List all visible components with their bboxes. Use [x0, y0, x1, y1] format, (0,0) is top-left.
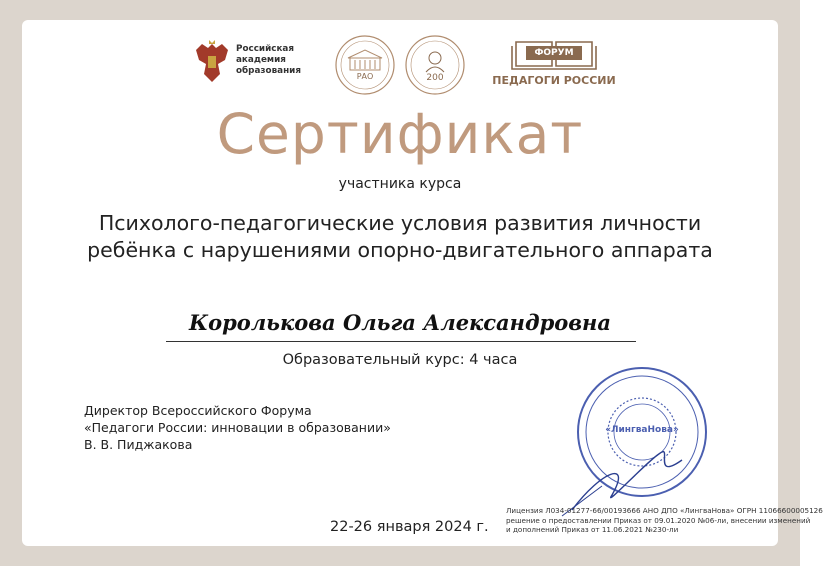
double-headed-eagle-icon: [192, 38, 232, 86]
organization-stamp: [542, 360, 742, 520]
building-seal-icon: [334, 34, 396, 96]
director-block: [84, 402, 391, 453]
course-title-line: ребёнка с нарушениями опорно-двигательного аппарата: [87, 238, 713, 262]
anniversary-label: 200: [426, 73, 444, 83]
license-block: [506, 506, 823, 535]
rao-text-line: Российская: [236, 44, 295, 54]
name-underline: [166, 341, 636, 342]
forum-logo: [484, 36, 624, 96]
logo-strip: [22, 34, 778, 104]
certificate-sheet: [22, 20, 823, 546]
rao-text-line: образования: [236, 66, 301, 76]
rao-seal: [334, 34, 396, 96]
anniversary-seal: [404, 34, 466, 96]
director-line: «Педагоги России: инновации в образовании»: [84, 420, 391, 435]
course-hours: Образовательный курс: 4 часа: [282, 352, 518, 368]
participant-name: Королькова Ольга Александровна: [189, 310, 611, 335]
license-line: и дополнений Приказ от 11.06.2021 №230-ли: [506, 525, 679, 535]
license-line: решение о предоставлении Приказ от 09.01.2020 №06-ли, внесении изменений: [506, 515, 811, 525]
round-stamp-icon: [542, 360, 742, 520]
rao-seal-label: РАО: [356, 72, 374, 81]
stamp-center-label: «ЛингваНова»: [605, 425, 679, 435]
certificate-title: Сертификат: [216, 102, 584, 166]
director-line: Директор Всероссийского Форума: [84, 403, 312, 418]
rao-text-line: академия: [236, 55, 286, 65]
rao-emblem: [192, 38, 342, 88]
license-line: Лицензия Л034-01277-66/00193666 АНО ДПО «ЛингваНова» ОГРН 11066600005126: [506, 506, 823, 515]
director-line: В. В. Пиджакова: [84, 437, 193, 452]
forum-badge: ФОРУМ: [534, 48, 574, 58]
portrait-seal-icon: [404, 34, 466, 96]
course-title: [62, 210, 738, 264]
course-title-line: Психолого-педагогические условия развития личности: [98, 211, 702, 235]
certificate-subtitle: участника курса: [338, 176, 462, 192]
forum-name: ПЕДАГОГИ РОССИИ: [492, 74, 616, 87]
certificate-date: 22-26 января 2024 г.: [330, 519, 489, 535]
